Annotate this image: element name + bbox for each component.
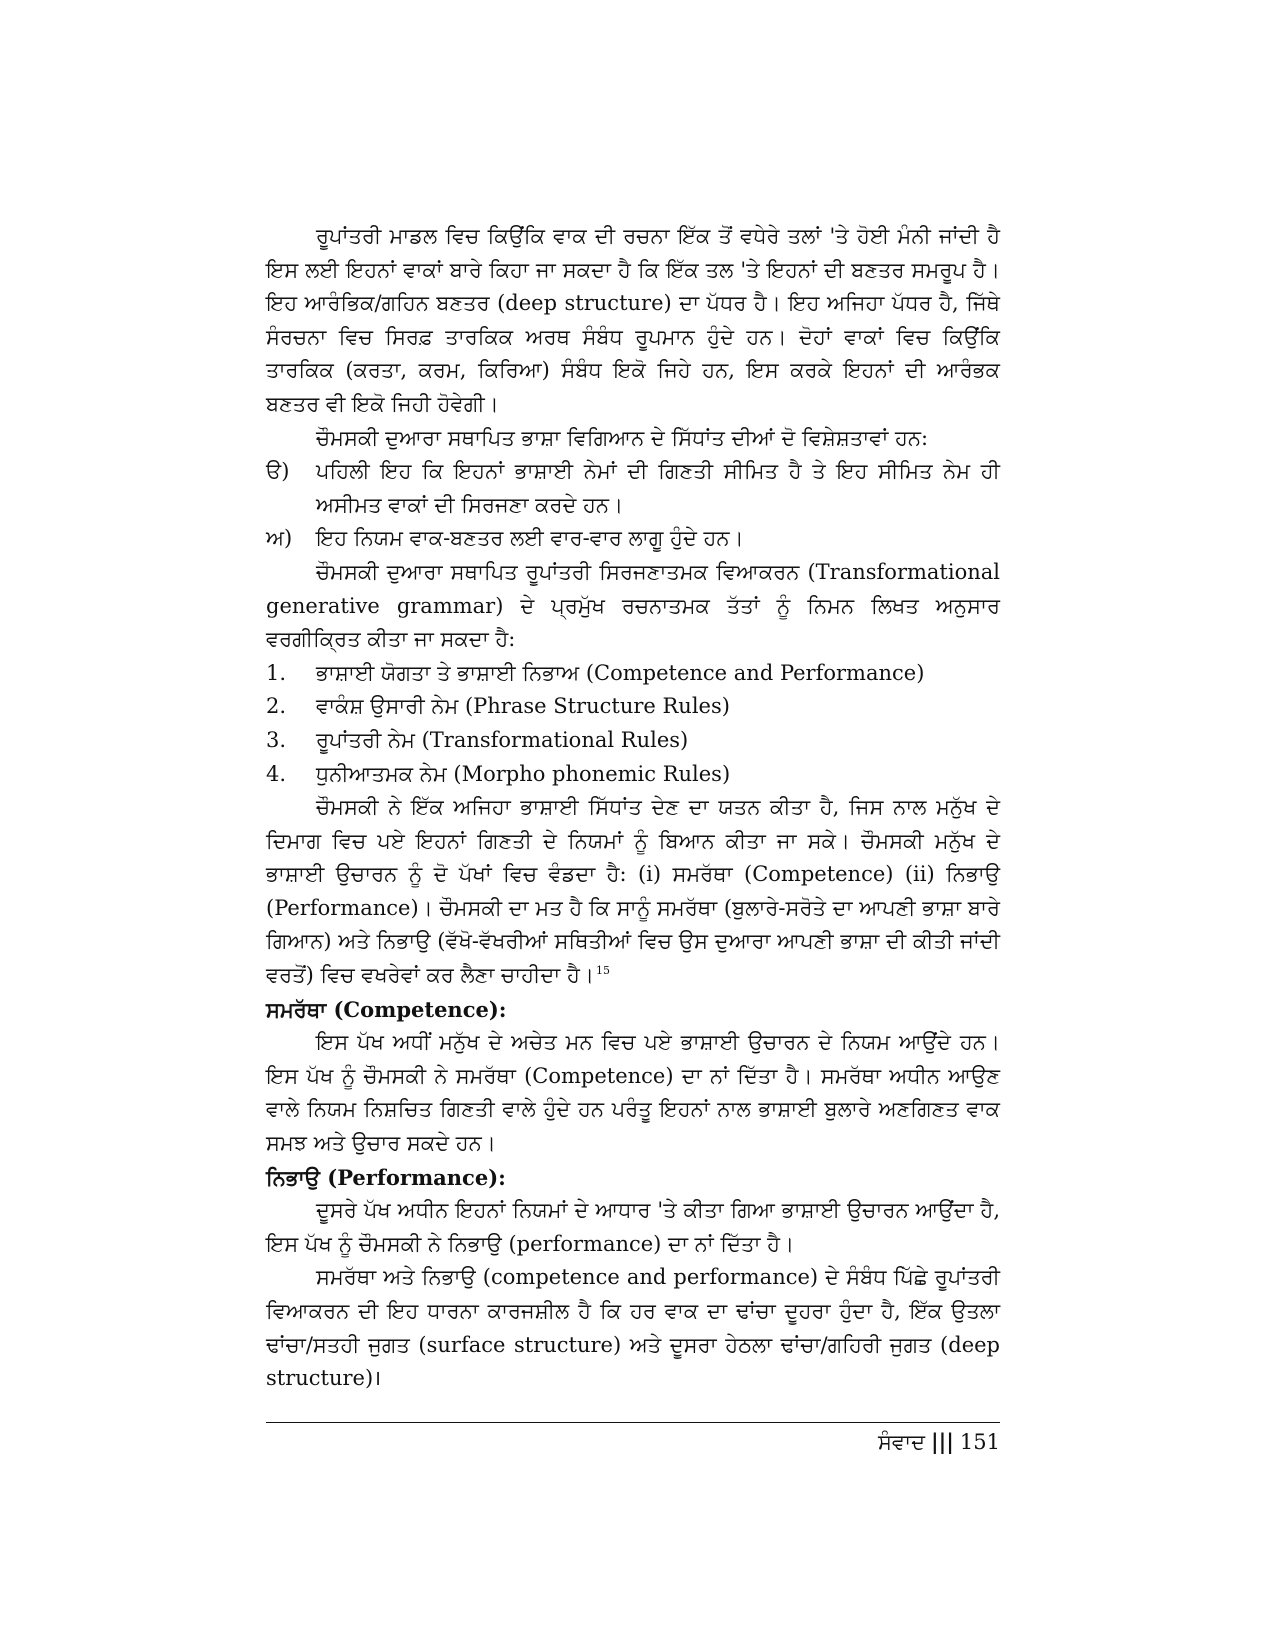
- element-marker: 2.: [266, 694, 287, 719]
- element-marker: 3.: [266, 727, 287, 752]
- element-marker: 4.: [266, 761, 287, 786]
- element-text: ਭਾਸ਼ਾਈ ਯੋਗਤਾ ਤੇ ਭਾਸ਼ਾਈ ਨਿਭਾਅ (Competence and Performance): [316, 660, 925, 685]
- page-number: 151: [959, 1430, 1000, 1454]
- footnote-ref: 15: [596, 964, 611, 978]
- feature-text: ਇਹ ਨਿਯਮ ਵਾਕ-ਬਣਤਰ ਲਈ ਵਾਰ-ਵਾਰ ਲਾਗੂ ਹੁੰਦੇ ਹਨ।: [316, 526, 744, 551]
- feature-marker: ੳ): [266, 459, 290, 484]
- feature-marker: ਅ): [266, 526, 293, 551]
- element-item: [266, 657, 1000, 691]
- element-text: ਰੂਪਾਂਤਰੀ ਨੇਮ (Transformational Rules): [316, 727, 689, 752]
- paragraph-chomsky-text: ਚੌਮਸਕੀ ਨੇ ਇੱਕ ਅਜਿਹਾ ਭਾਸ਼ਾਈ ਸਿੱਧਾਂਤ ਦੇਣ ਦਾ ਯਤਨ ਕੀਤਾ ਹੈ, ਜਿਸ ਨਾਲ ਮਨੁੱਖ ਦੇ ਦਿਮਾਗ ਵਿਚ ਪਏ ਇਹਨਾਂ ਗਿਣਤੀ ਦੇ ਨਿਯਮਾਂ ਨੂੰ ਬਿਆਨ ਕੀਤਾ ਜਾ ਸਕੇ। ਚੌਮਸਕੀ ਮਨੁੱਖ ਦੇ ਭਾਸ਼ਾਈ ਉਚਾਰਨ ਨੂੰ ਦੋ ਪੱਖਾਂ ਵਿਚ ਵੰਡਦਾ ਹੈ: (i) ਸਮਰੱਥਾ (Competence) (ii) ਨਿਭਾਉ (Performance)। ਚੌਮਸਕੀ ਦਾ ਮਤ ਹੈ ਕਿ ਸਾਨੂੰ ਸਮਰੱਥਾ (ਬੁਲਾਰੇ-ਸਰੋਤੇ ਦਾ ਆਪਣੀ ਭਾਸ਼ਾ ਬਾਰੇ ਗਿਆਨ) ਅਤੇ ਨਿਭਾਉ (ਵੱਖੋ-ਵੱਖਰੀਆਂ ਸਥਿਤੀਆਂ ਵਿਚ ਉਸ ਦੁਆਰਾ ਆਪਣੀ ਭਾਸ਼ਾ ਦੀ ਕੀਤੀ ਜਾਂਦੀ ਵਰਤੋਂ) ਵਿਚ ਵਖਰੇਵਾਂ ਕਰ ਲੈਣਾ ਚਾਹੀਦਾ ਹੈ।: [266, 795, 1000, 988]
- feature-item: [266, 455, 1000, 522]
- heading-competence: ਸਮਰੱਥਾ (Competence):: [266, 996, 507, 1022]
- paragraph-deep-structure: ਰੂਪਾਂਤਰੀ ਮਾਡਲ ਵਿਚ ਕਿਉਂਕਿ ਵਾਕ ਦੀ ਰਚਨਾ ਇੱਕ ਤੋਂ ਵਧੇਰੇ ਤਲਾਂ 'ਤੇ ਹੋਈ ਮੰਨੀ ਜਾਂਦੀ ਹੈ ਇਸ ਲਈ ਇਹਨਾਂ ਵਾਕਾਂ ਬਾਰੇ ਕਿਹਾ ਜਾ ਸਕਦਾ ਹੈ ਕਿ ਇੱਕ ਤਲ 'ਤੇ ਇਹਨਾਂ ਦੀ ਬਣਤਰ ਸਮਰੂਪ ਹੈ। ਇਹ ਆਰੰਭਿਕ/ਗਹਿਨ ਬਣਤਰ (deep structure) ਦਾ ਪੱਧਰ ਹੈ। ਇਹ ਅਜਿਹਾ ਪੱਧਰ ਹੈ, ਜਿੱਥੇ ਸੰਰਚਨਾ ਵਿਚ ਸਿਰਫ਼ ਤਾਰਕਿਕ ਅਰਥ ਸੰਬੰਧ ਰੂਪਮਾਨ ਹੁੰਦੇ ਹਨ। ਦੋਹਾਂ ਵਾਕਾਂ ਵਿਚ ਕਿਉਂਕਿ ਤਾਰਕਿਕ (ਕਰਤਾ, ਕਰਮ, ਕਿਰਿਆ) ਸੰਬੰਧ ਇਕੋ ਜਿਹੇ ਹਨ, ਇਸ ਕਰਕੇ ਇਹਨਾਂ ਦੀ ਆਰੰਭਕ ਬਣਤਰ ਵੀ ਇਕੋ ਜਿਹੀ ਹੋਵੇਗੀ।: [266, 224, 1000, 416]
- heading-performance: ਨਿਭਾਉ (Performance):: [266, 1164, 506, 1190]
- paragraph-competence-performance-relation: ਸਮਰੱਥਾ ਅਤੇ ਨਿਭਾਉ (competence and performance) ਦੇ ਸੰਬੰਧ ਪਿੱਛੇ ਰੂਪਾਂਤਰੀ ਵਿਆਕਰਨ ਦੀ ਇਹ ਧਾਰਨਾ ਕਾਰਜਸ਼ੀਲ ਹੈ ਕਿ ਹਰ ਵਾਕ ਦਾ ਢਾਂਚਾ ਦੂਹਰਾ ਹੁੰਦਾ ਹੈ, ਇੱਕ ਉਤਲਾ ਢਾਂਚਾ/ਸਤਹੀ ਜੁਗਤ (surface structure) ਅਤੇ ਦੂਸਰਾ ਹੇਠਲਾ ਢਾਂਚਾ/ਗਹਿਰੀ ਜੁਗਤ (deep structure)।: [266, 1265, 1000, 1391]
- paragraph-elements-intro: ਚੌਮਸਕੀ ਦੁਆਰਾ ਸਥਾਪਿਤ ਰੂਪਾਂਤਰੀ ਸਿਰਜਣਾਤਮਕ ਵਿਆਕਰਨ (Transformational generative grammar) ਦੇ ਪ੍ਰਮੁੱਖ ਰਚਨਾਤਮਕ ਤੱਤਾਂ ਨੂੰ ਨਿਮਨ ਲਿਖਤ ਅਨੁਸਾਰ ਵਰਗੀਕ੍ਰਿਤ ਕੀਤਾ ਜਾ ਸਕਦਾ ਹੈ:: [266, 559, 1000, 652]
- feature-item: [266, 522, 1000, 556]
- element-text: ਵਾਕੰਸ਼ ਉਸਾਰੀ ਨੇਮ (Phrase Structure Rules): [316, 694, 730, 719]
- page-footer: [266, 1422, 1000, 1455]
- paragraph-competence: ਇਸ ਪੱਖ ਅਧੀਂ ਮਨੁੱਖ ਦੇ ਅਚੇਤ ਮਨ ਵਿਚ ਪਏ ਭਾਸ਼ਾਈ ਉਚਾਰਨ ਦੇ ਨਿਯਮ ਆਉਂਦੇ ਹਨ। ਇਸ ਪੱਖ ਨੂੰ ਚੌਮਸਕੀ ਨੇ ਸਮਰੱਥਾ (Competence) ਦਾ ਨਾਂ ਦਿੱਤਾ ਹੈ। ਸਮਰੱਥਾ ਅਧੀਨ ਆਉਣ ਵਾਲੇ ਨਿਯਮ ਨਿਸ਼ਚਿਤ ਗਿਣਤੀ ਵਾਲੇ ਹੁੰਦੇ ਹਨ ਪਰੰਤੂ ਇਹਨਾਂ ਨਾਲ ਭਾਸ਼ਾਈ ਬੁਲਾਰੇ ਅਣਗਿਣਤ ਵਾਕ ਸਮਝ ਅਤੇ ਉਚਾਰ ਸਕਦੇ ਹਨ।: [266, 1030, 1000, 1156]
- paragraph-chomsky-theory: [266, 791, 1000, 993]
- element-item: [266, 724, 1000, 758]
- footer-separator: |||: [930, 1429, 954, 1454]
- element-item: [266, 690, 1000, 724]
- paragraph-performance: ਦੂਸਰੇ ਪੱਖ ਅਧੀਨ ਇਹਨਾਂ ਨਿਯਮਾਂ ਦੇ ਆਧਾਰ 'ਤੇ ਕੀਤਾ ਗਿਆ ਭਾਸ਼ਾਈ ਉਚਾਰਨ ਆਉਂਦਾ ਹੈ, ਇਸ ਪੱਖ ਨੂੰ ਚੌਮਸਕੀ ਨੇ ਨਿਭਾਉ (performance) ਦਾ ਨਾਂ ਦਿੱਤਾ ਹੈ।: [266, 1198, 1000, 1256]
- element-text: ਧੁਨੀਆਤਮਕ ਨੇਮ (Morpho phonemic Rules): [316, 761, 731, 786]
- element-item: [266, 758, 1000, 792]
- paragraph-features-intro: ਚੌਮਸਕੀ ਦੁਆਰਾ ਸਥਾਪਿਤ ਭਾਸ਼ਾ ਵਿਗਿਆਨ ਦੇ ਸਿੱਧਾਂਤ ਦੀਆਂ ਦੋ ਵਿਸ਼ੇਸ਼ਤਾਵਾਂ ਹਨ:: [316, 425, 929, 450]
- feature-text: ਪਹਿਲੀ ਇਹ ਕਿ ਇਹਨਾਂ ਭਾਸ਼ਾਈ ਨੇਮਾਂ ਦੀ ਗਿਣਤੀ ਸੀਮਿਤ ਹੈ ਤੇ ਇਹ ਸੀਮਿਤ ਨੇਮ ਹੀ ਅਸੀਮਤ ਵਾਕਾਂ ਦੀ ਸਿਰਜਣਾ ਕਰਦੇ ਹਨ।: [316, 459, 1000, 517]
- page-body: [266, 220, 1000, 1396]
- element-marker: 1.: [266, 660, 287, 685]
- journal-title: ਸੰਵਾਦ: [877, 1430, 925, 1454]
